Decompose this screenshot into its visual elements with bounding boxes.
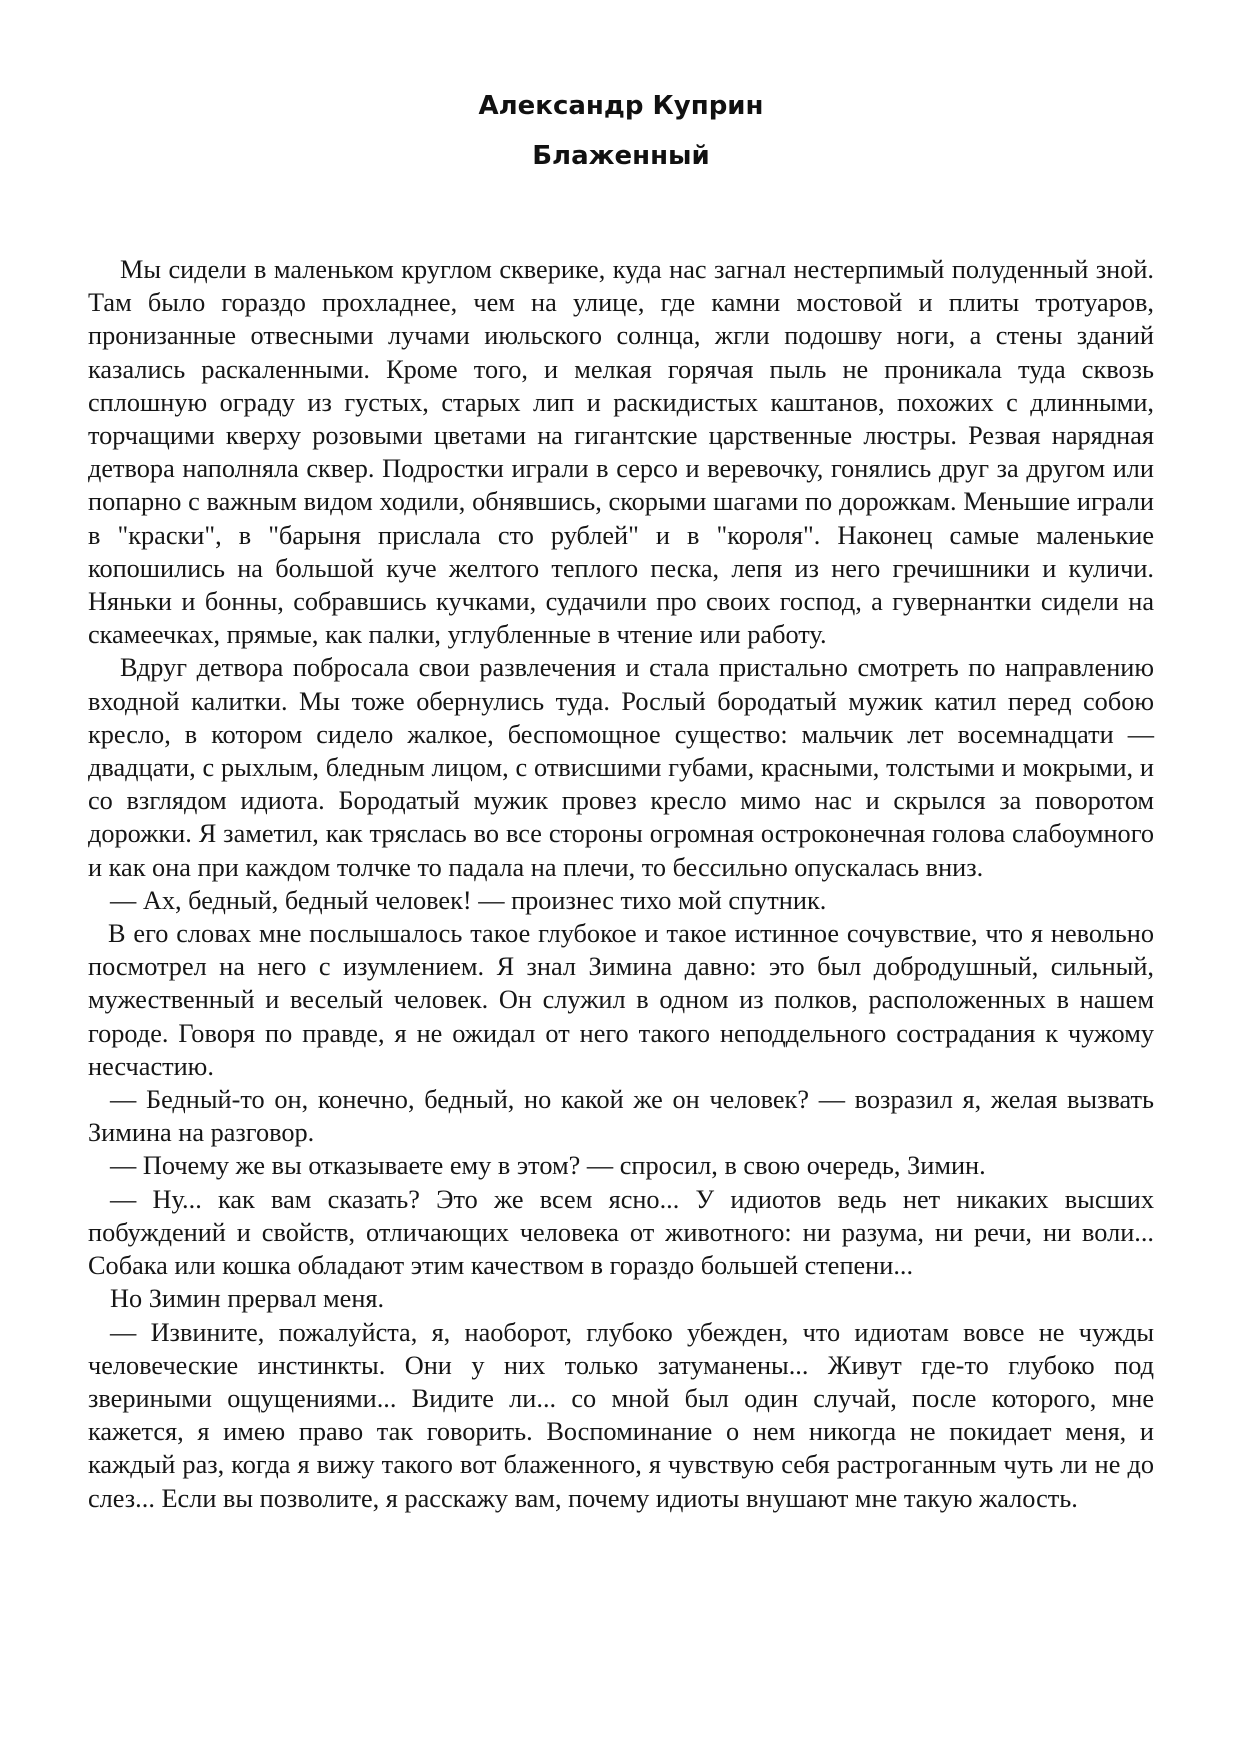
author-name: Александр Куприн bbox=[478, 91, 764, 121]
paragraph: Вдруг детвора побросала свои развлечения и стала пристально смотреть по направлению входной калитки. Мы тоже обернулись туда. Рослый бородатый мужик катил перед собою кресло, в котором сидело жалкое, беспомощное существо: мальчик лет восемнадцати — двадцати, с рыхлым, бледным лицом, с отвисшими губами, красными, толстыми и мокрыми, и со взглядом идиота. Бородатый мужик провез кресло мимо нас и скрылся за поворотом дорожки. Я заметил, как тряслась во все стороны огромная остроконечная голова слабоумного и как она при каждом толчке то падала на плечи, то бессильно опускалась вниз. bbox=[88, 653, 1154, 882]
paragraph: — Почему же вы отказываете ему в этом? — спросил, в свою очередь, Зимин. bbox=[110, 1151, 986, 1181]
paragraph: Мы сидели в маленьком круглом скверике, куда нас загнал нестерпимый полуденный зной. Там было гораздо прохладнее, чем на улице, где камни мостовой и плиты тротуаров, пронизанные отвесными лучами июльского солнца, жгли подошву ноги, а стены зданий казались раскаленными. Кроме того, и мелкая горячая пыль не проникала туда сквозь сплошную ограду из густых, старых лип и раскидистых каштанов, похожих с длинными, торчащими кверху розовыми цветами на гигантские царственные люстры. Резвая нарядная детвора наполняла сквер. Подростки играли в серсо и веревочку, гонялись друг за другом или попарно с важным видом ходили, обнявшись, скорыми шагами по дорожкам. Меньшие играли в "краски", в "барыня прислала сто рублей" и в "короля". Наконец самые маленькие копошились на большой куче желтого теплого песка, лепя из него гречишники и куличи. Няньки и бонны, собравшись кучками, судачили про своих господ, а гувернантки сидели на скамеечках, прямые, как палки, углубленные в чтение или работу. bbox=[88, 255, 1154, 650]
paragraph: В его словах мне послышалось такое глубокое и такое истинное сочувствие, что я невольно посмотрел на него с изумлением. Я знал Зимина давно: это был добродушный, сильный, мужественный и веселый человек. Он служил в одном из полков, расположенных в нашем городе. Говоря по правде, я не ожидал от него такого неподдельного сострадания к чужому несчастию. bbox=[88, 919, 1154, 1081]
paragraph: — Бедный-то он, конечно, бедный, но какой же он человек? — возразил я, желая вызвать Зимина на разговор. bbox=[88, 1085, 1154, 1148]
story-title: Блаженный bbox=[532, 141, 710, 171]
story-text bbox=[88, 253, 1154, 1515]
paragraph: Но Зимин прервал меня. bbox=[110, 1284, 385, 1314]
paragraph: — Извините, пожалуйста, я, наоборот, глубоко убежден, что идиотам вовсе не чужды человеческие инстинкты. Они у них только затуманены... Живут где-то глубоко под звериными ощущениями... Видите ли... со мной был один случай, после которого, мне кажется, я имею право так говорить. Воспоминание о нем никогда не покидает меня, и каждый раз, когда я вижу такого вот блаженного, я чувствую себя растроганным чуть ли не до слез... Если вы позволите, я расскажу вам, почему идиоты внушают мне такую жалость. bbox=[88, 1317, 1154, 1513]
paragraph: — Ах, бедный, бедный человек! — произнес тихо мой спутник. bbox=[110, 885, 827, 915]
document-header bbox=[0, 86, 1242, 176]
paragraph: — Ну... как вам сказать? Это же всем ясно... У идиотов ведь нет никаких высших побуждений и свойств, отличающих человека от животного: ни разума, ни речи, ни воли... Собака или кошка обладают этим качеством в гораздо большей степени... bbox=[88, 1184, 1154, 1281]
